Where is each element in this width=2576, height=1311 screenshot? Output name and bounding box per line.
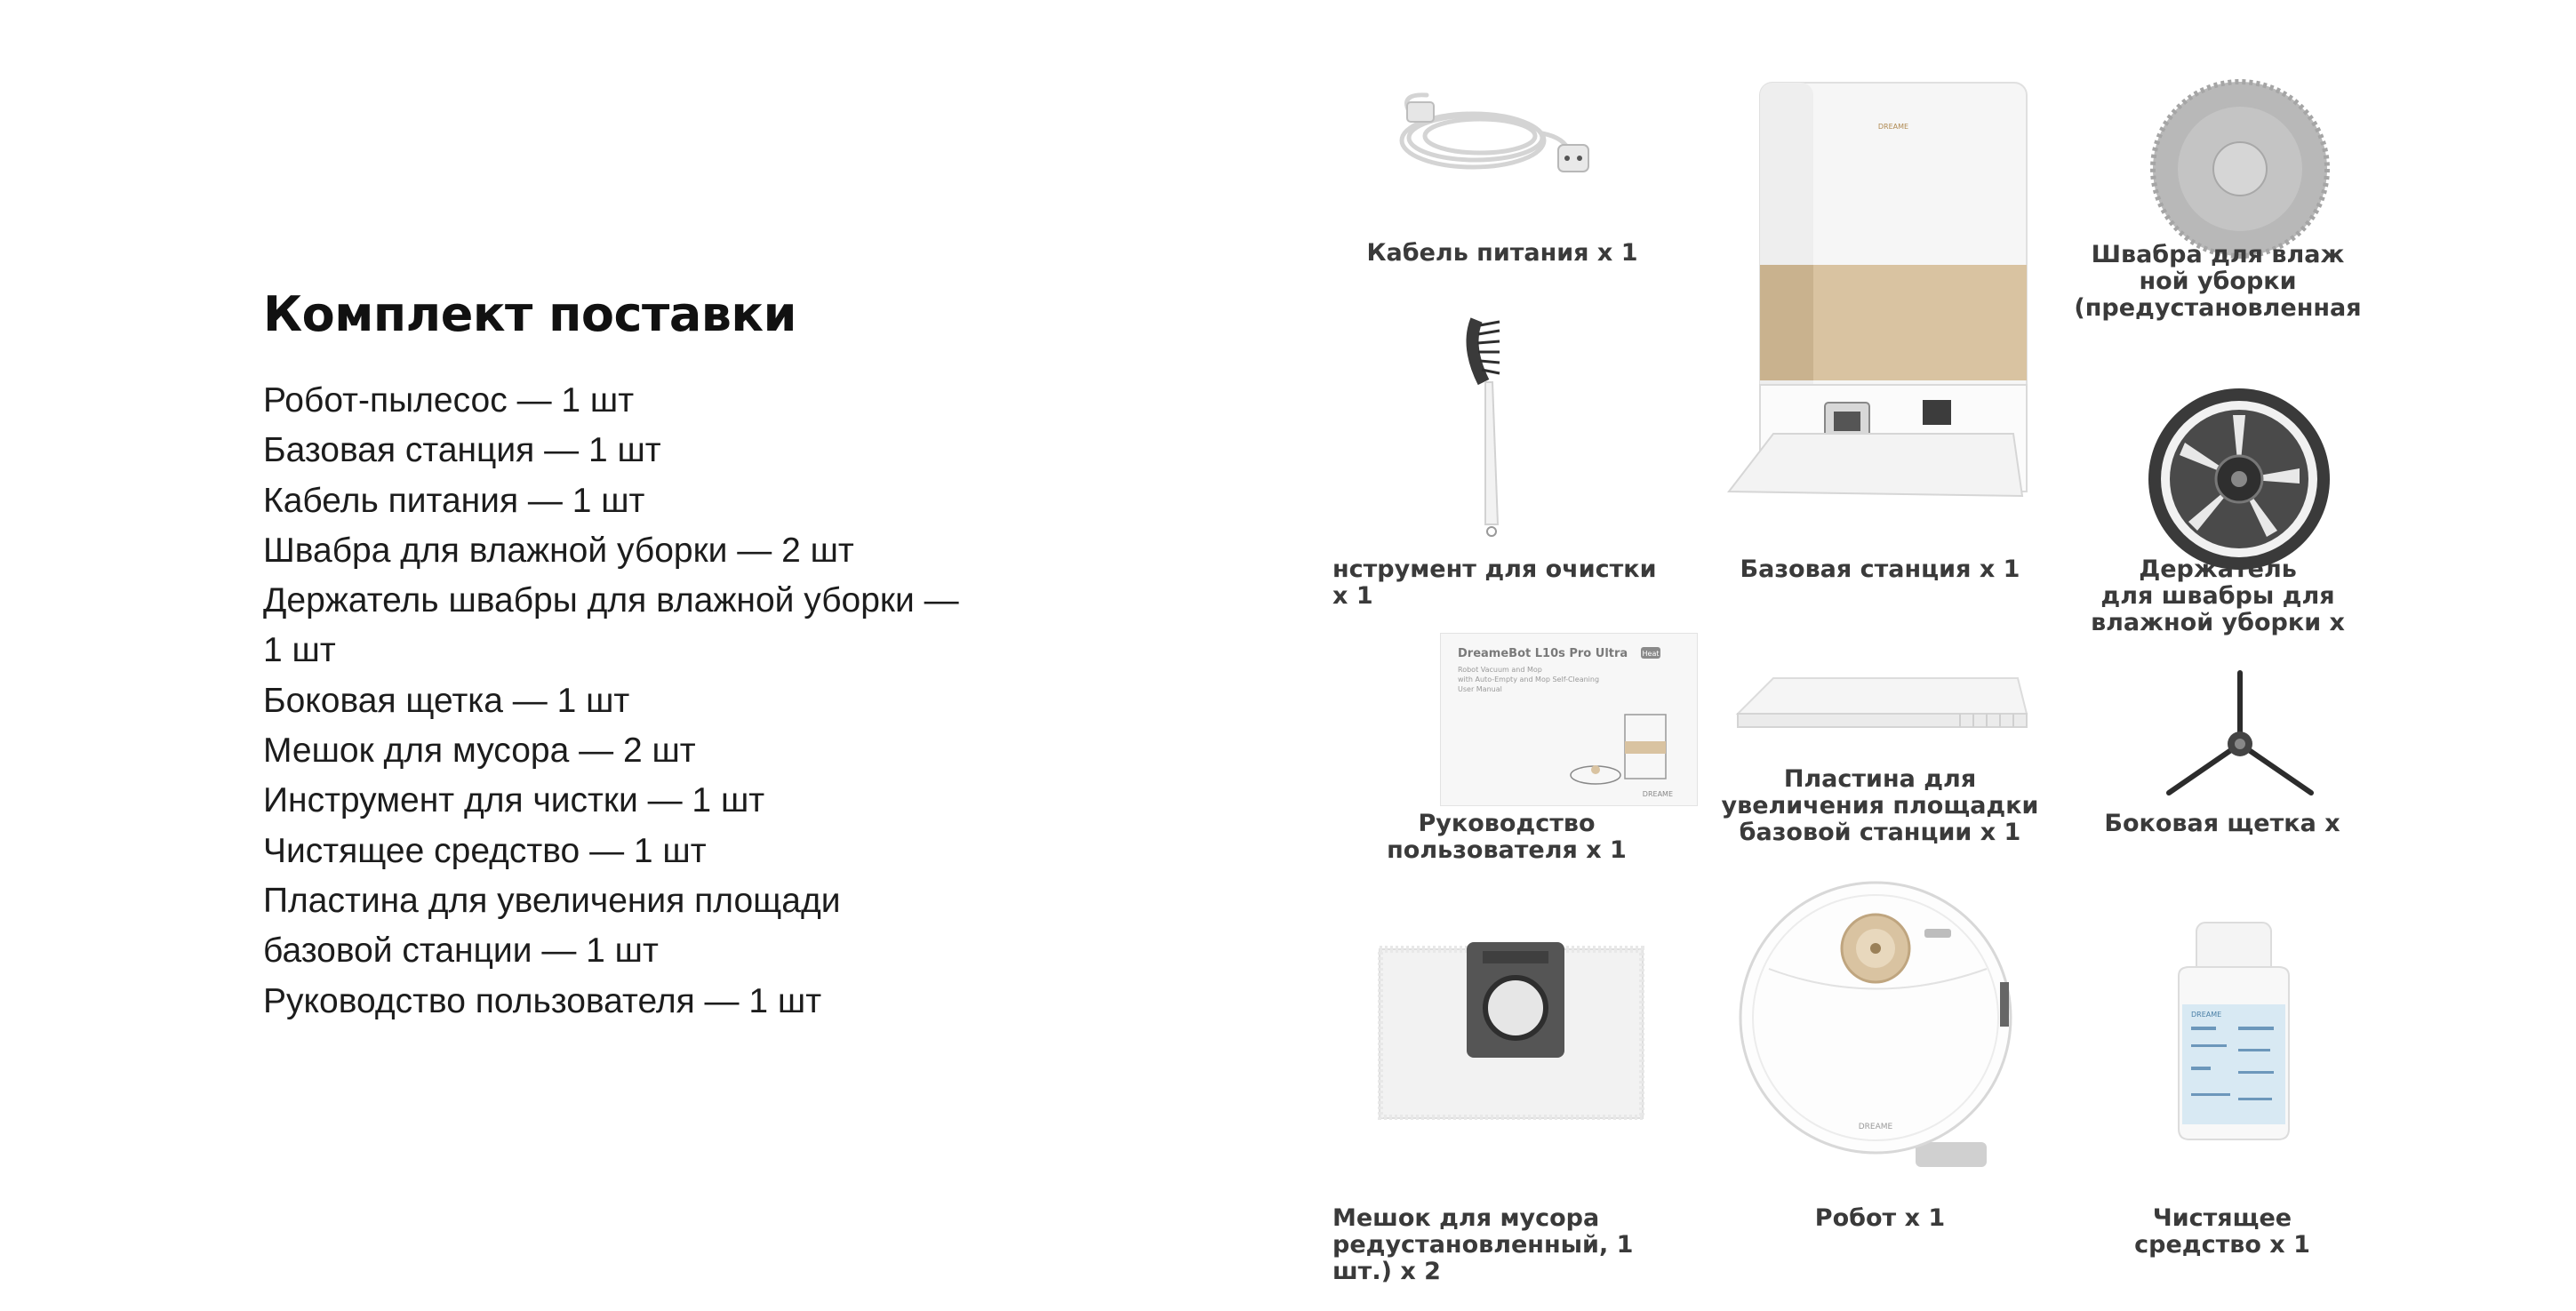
- caption-robot: Робот х 1: [1814, 1205, 1946, 1232]
- manual-subtitle-1: Robot Vacuum and Mop: [1458, 666, 1542, 674]
- list-item: Робот-пылесос — 1 шт: [263, 381, 635, 420]
- dust-bag-image: [1378, 942, 1644, 1120]
- list-item: Пластина для увеличения площади базовой станции — 1 шт: [263, 881, 841, 971]
- cleaning-solution-image: [2163, 915, 2305, 1142]
- list-item: Инструмент для чистки — 1 шт: [263, 781, 765, 820]
- manual-badge: Heat: [1642, 650, 1660, 658]
- list-item: Мешок для мусора — 2 шт: [263, 731, 696, 771]
- caption-holder: Держатель для швабры для влажной уборки х: [2091, 556, 2345, 636]
- caption-station: Базовая станция х 1: [1740, 556, 2020, 583]
- caption-cleaner: Чистящее средство х 1: [2134, 1205, 2310, 1259]
- manual-subtitle-2: with Auto-Empty and Mop Self-Cleaning: [1458, 675, 1600, 683]
- list-item: Швабра для влажной уборки — 2 шт: [263, 531, 854, 570]
- power-cable-image: [1391, 84, 1604, 182]
- caption-bag: Мешок для мусора редустановленный, 1 шт.) х 2: [1332, 1205, 1634, 1285]
- robot-brand-label: DREAME: [1858, 1123, 1893, 1131]
- side-brush-image: [2151, 668, 2329, 802]
- caption-cable: Кабель питания х 1: [1366, 240, 1638, 267]
- list-item: Чистящее средство — 1 шт: [263, 831, 707, 870]
- station-brand-label: DREAME: [1877, 123, 1909, 131]
- manual-brand: DREAME: [1642, 790, 1673, 798]
- list-item: Боковая щетка — 1 шт: [263, 681, 630, 720]
- cleaning-tool-image: [1453, 311, 1524, 542]
- caption-tool: нструмент для очистки х 1: [1332, 556, 1657, 610]
- section-heading: Комплект поставки: [263, 286, 796, 342]
- package-list: [263, 376, 974, 1027]
- mop-holder-image: [2144, 384, 2335, 575]
- mop-pad-image: [2147, 76, 2333, 262]
- robot-vacuum-image: [1733, 875, 2027, 1173]
- content-column: [263, 286, 1001, 1027]
- caption-brush: Боковая щетка х: [2104, 811, 2340, 837]
- manual-title: DreameBot L10s Pro Ultra: [1458, 647, 1628, 660]
- list-item: Кабель питания — 1 шт: [263, 481, 645, 520]
- base-station-image: [1720, 78, 2031, 514]
- caption-mop: Швабра для влаж ной уборки (предустановленная: [2074, 242, 2362, 322]
- caption-manual: Руководство пользователя х 1: [1387, 811, 1627, 864]
- extension-plate-image: [1729, 674, 2031, 749]
- cleaner-brand-label: DREAME: [2191, 1011, 2222, 1019]
- list-item: Держатель швабры для влажной уборки — 1 шт: [263, 581, 959, 670]
- caption-plate: Пластина для увеличения площадки базовой станции х 1: [1721, 766, 2039, 846]
- user-manual-image: [1440, 633, 1698, 806]
- list-item: Базовая станция — 1 шт: [263, 431, 661, 470]
- list-item: Руководство пользователя — 1 шт: [263, 981, 822, 1020]
- product-contents-image: [1329, 0, 2396, 1311]
- manual-subtitle-3: User Manual: [1458, 685, 1502, 693]
